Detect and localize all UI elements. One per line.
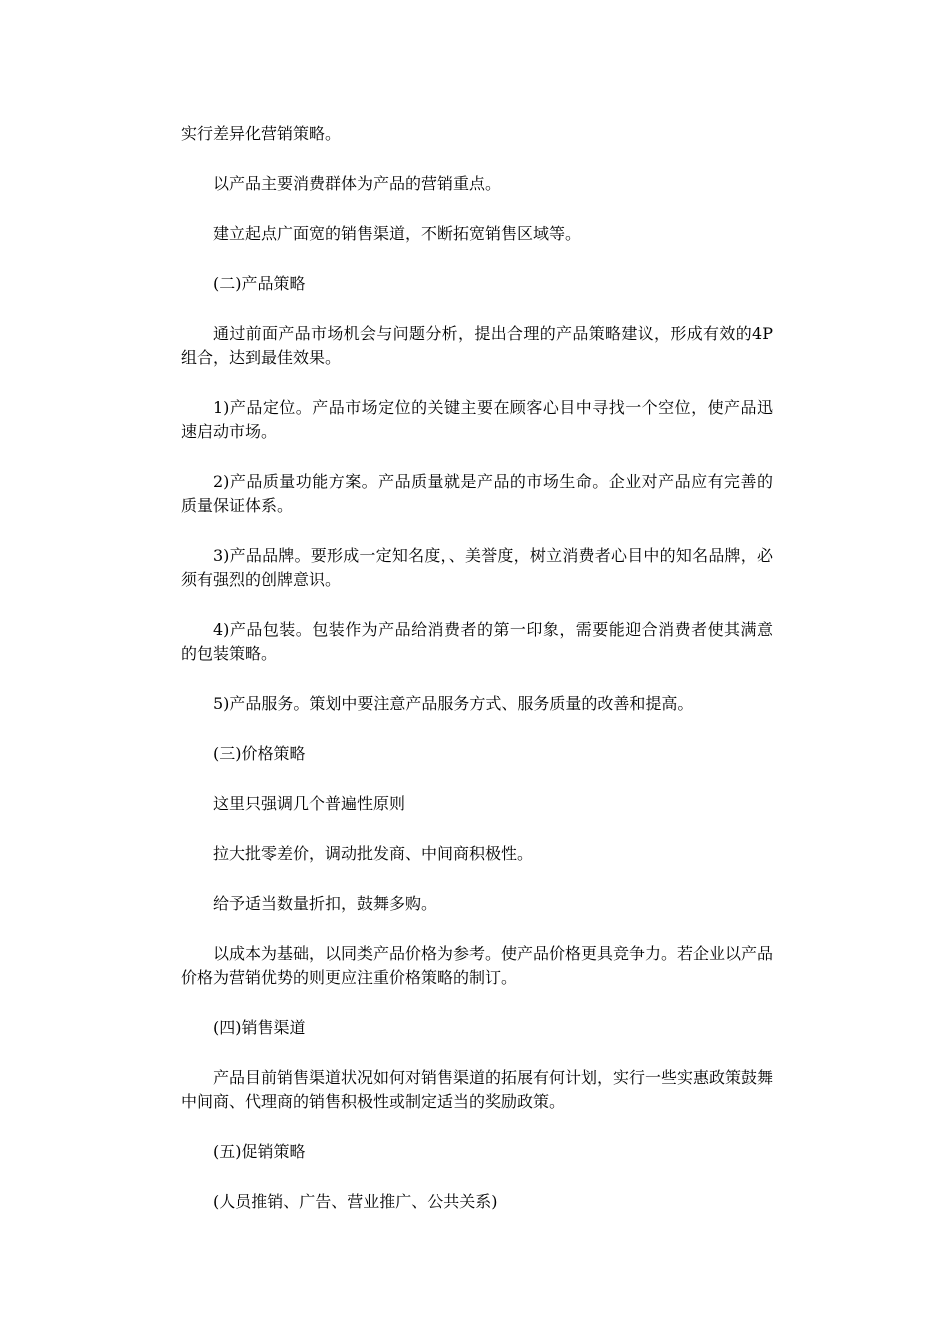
paragraph-sales-channels: 建立起点广面宽的销售渠道，不断拓宽销售区域等。 (213, 224, 582, 243)
paragraph-product-packaging: 4)产品包装。包装作为产品给消费者的第一印象，需要能迎合消费者使其满意的包装策略。 (181, 620, 773, 663)
section-heading-sales-channels: (四)销售渠道 (213, 1018, 306, 1037)
paragraph-product-positioning: 1)产品定位。产品市场定位的关键主要在顾客心目中寻找一个空位，使产品迅速启动市场。 (181, 398, 773, 441)
paragraph-target-consumers: 以产品主要消费群体为产品的营销重点。 (213, 174, 502, 193)
section-heading-promotion-strategy: (五)促销策略 (213, 1142, 306, 1161)
paragraph-product-quality: 2)产品质量功能方案。产品质量就是产品的市场生命。企业对产品应有完善的质量保证体系。 (181, 472, 773, 515)
paragraph-price-margin: 拉大批零差价，调动批发商、中间商积极性。 (213, 844, 534, 863)
section-heading-product-strategy: (二)产品策略 (213, 274, 306, 293)
paragraph-product-service: 5)产品服务。策划中要注意产品服务方式、服务质量的改善和提高。 (213, 694, 694, 713)
paragraph-price-discount: 给予适当数量折扣，鼓舞多购。 (213, 894, 438, 913)
paragraph-price-principles: 这里只强调几个普遍性原则 (213, 794, 406, 813)
paragraph-price-cost-basis: 以成本为基础，以同类产品价格为参考。使产品价格更具竞争力。若企业以产品价格为营销优势的则更应注重价格策略的制订。 (181, 944, 774, 987)
section-heading-price-strategy: (三)价格策略 (213, 744, 306, 763)
paragraph-promotion-methods: (人员推销、广告、营业推广、公共关系) (213, 1192, 498, 1211)
paragraph-product-strategy-intro: 通过前面产品市场机会与问题分析，提出合理的产品策略建议，形成有效的4P组合，达到最佳效果。 (181, 324, 773, 367)
paragraph-product-brand: 3)产品品牌。要形成一定知名度，、美誉度，树立消费者心目中的知名品牌，必须有强烈的创牌意识。 (181, 546, 773, 589)
paragraph-sales-channel-plan: 产品目前销售渠道状况如何对销售渠道的拓展有何计划，实行一些实惠政策鼓舞中间商、代理商的销售积极性或制定适当的奖励政策。 (181, 1068, 774, 1111)
paragraph-differentiated-strategy: 实行差异化营销策略。 (181, 124, 342, 143)
document-body (181, 122, 773, 1240)
